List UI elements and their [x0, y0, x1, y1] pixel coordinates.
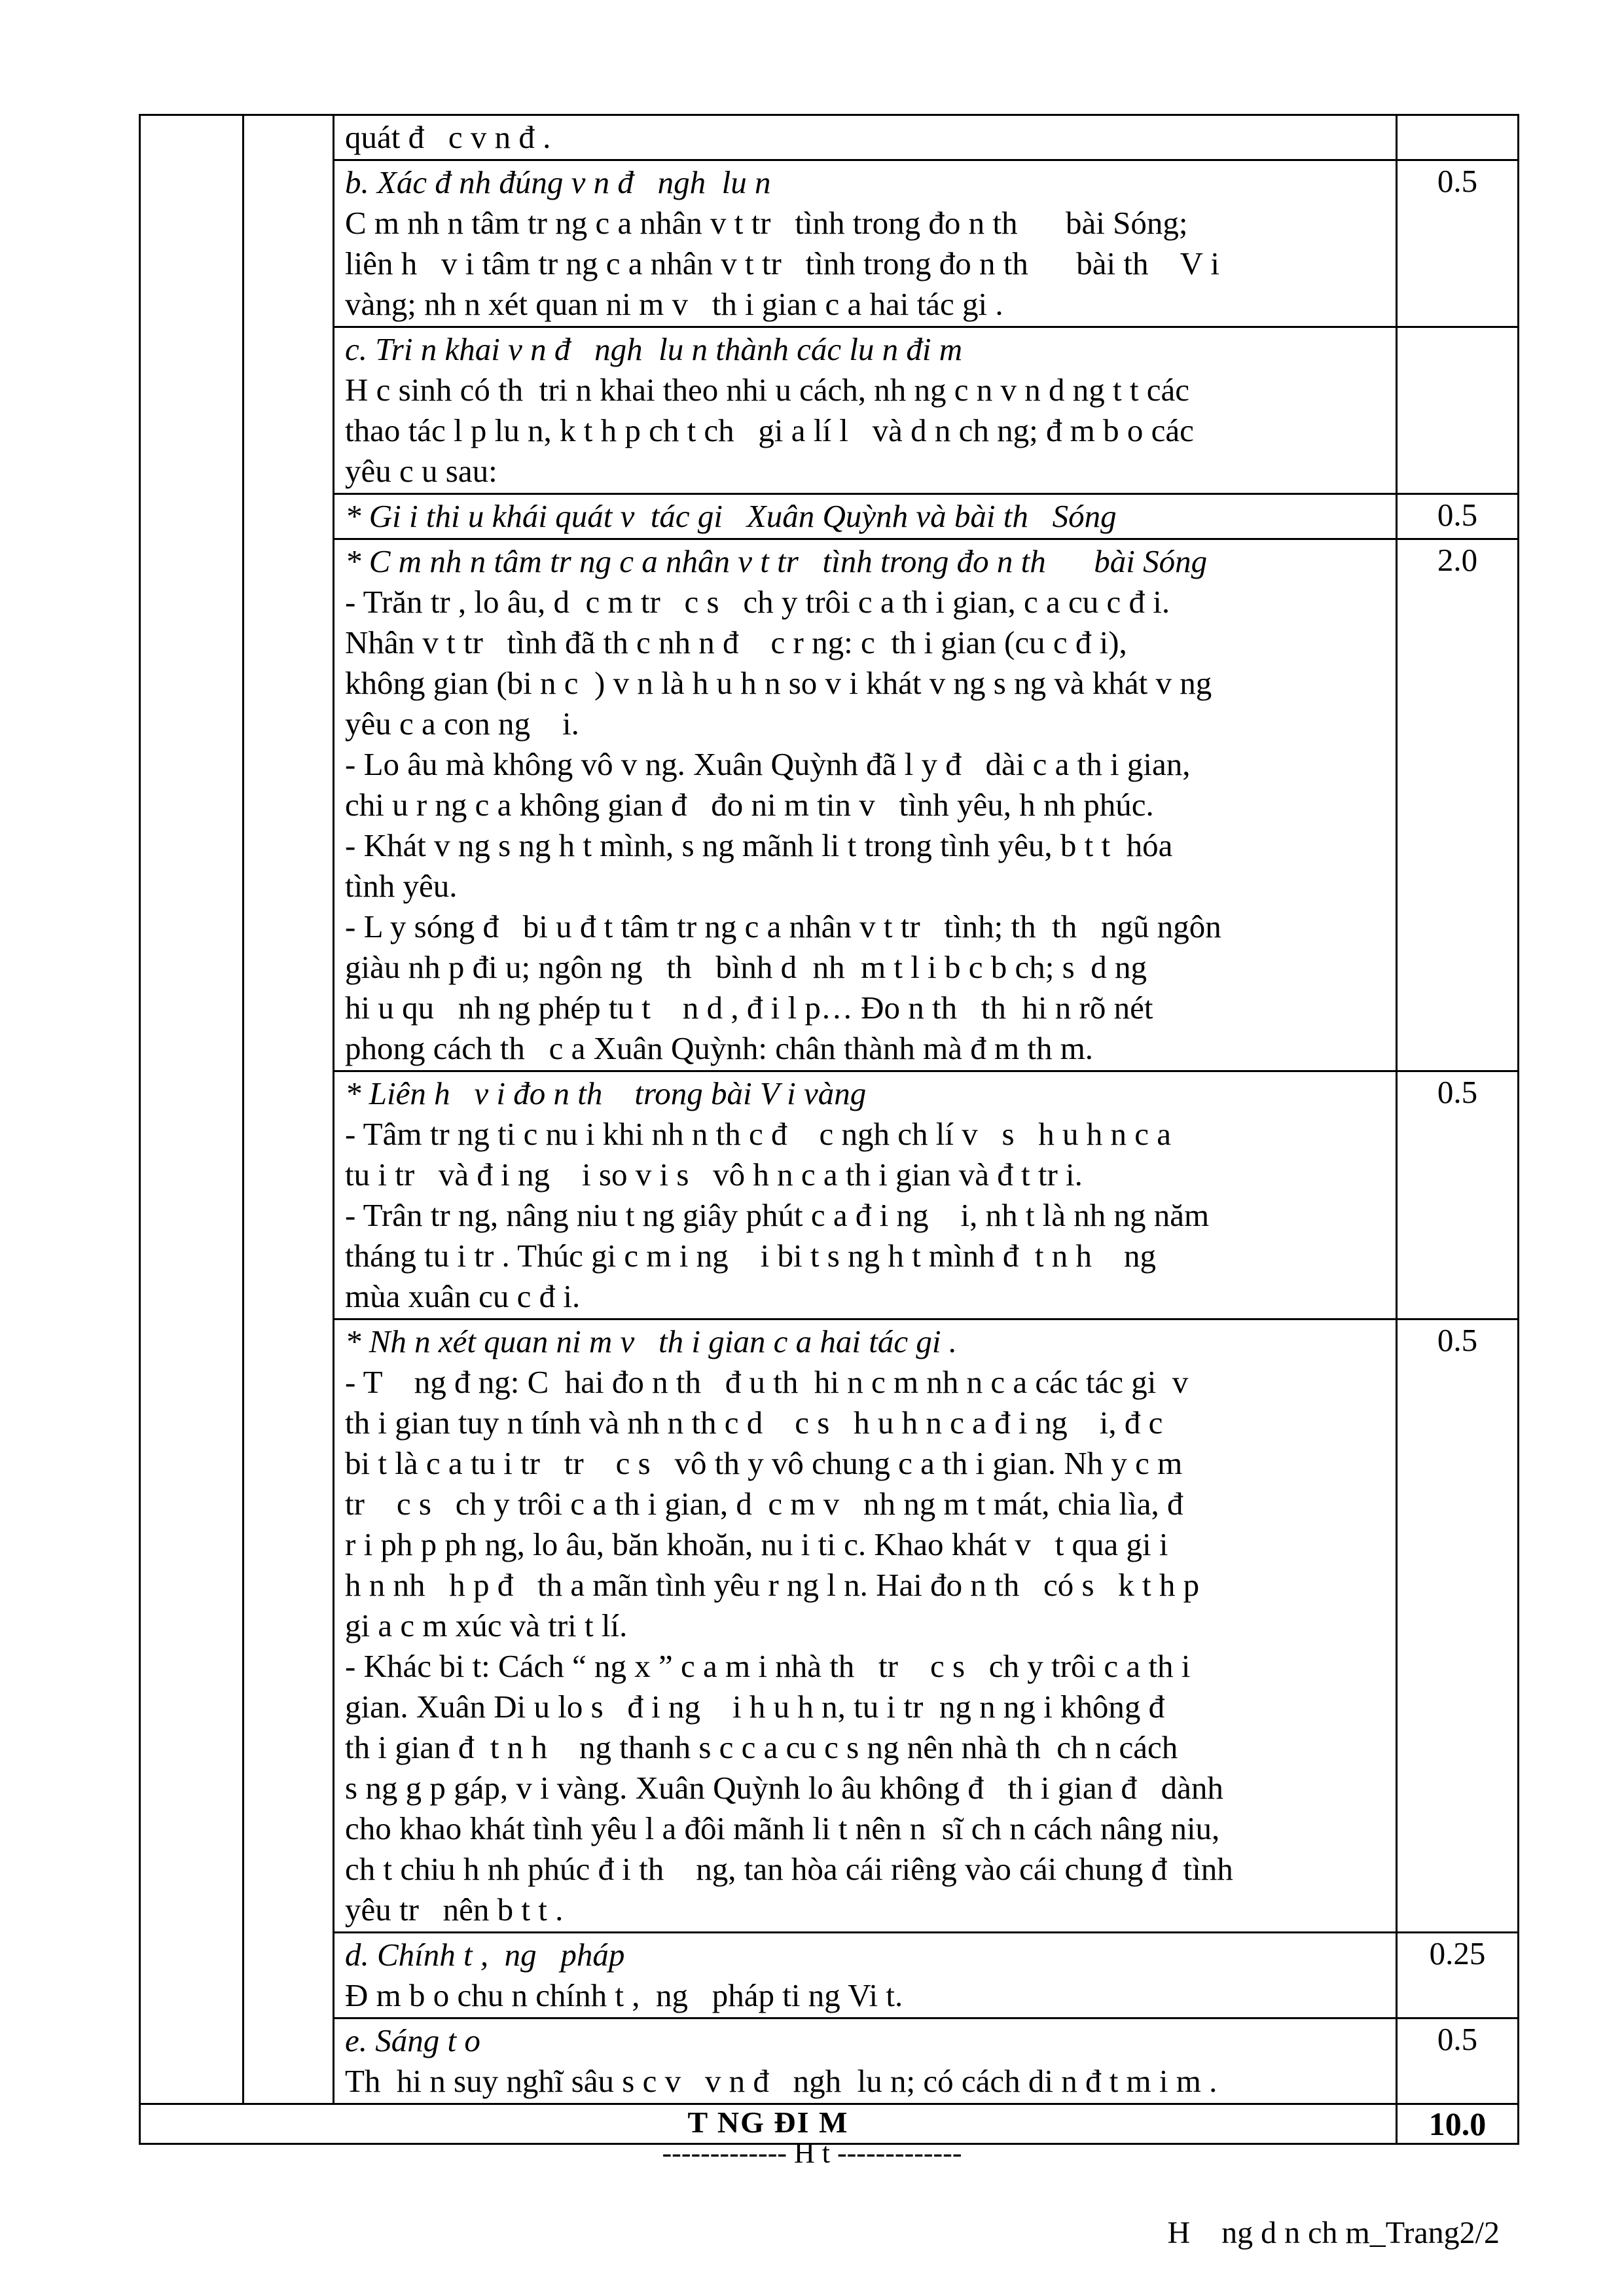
criterion-line: gian. Xuân Di u lo s đ i ng i h u h n, tu i tr ng n ng i không đ: [345, 1689, 1165, 1725]
criterion-line: giàu nh p đi u; ngôn ng th bình d nh m t l i b c b ch; s d ng: [345, 949, 1147, 985]
criterion-line: bi t là c a tu i tr tr c s vô th y vô chung c a th i gian. Nh y c m: [345, 1445, 1183, 1481]
criterion-line: yêu tr nên b t t .: [345, 1892, 564, 1928]
scoring-table-body: [140, 115, 1519, 2104]
criterion-heading: d. Chính t , ng pháp: [345, 1937, 625, 1973]
criterion-line: - Lo âu mà không vô v ng. Xuân Quỳnh đã l y đ dài c a th i gian,: [345, 746, 1191, 782]
part-column: [244, 115, 334, 2104]
criterion-score: 0.25: [1397, 1933, 1519, 2018]
criterion-content: [334, 160, 1397, 327]
page-footer: H ng d n ch m_Trang2/2: [1167, 2215, 1500, 2250]
criterion-row: [140, 1933, 1519, 2018]
criterion-heading: * Liên h v i đo n th trong bài V i vàng: [345, 1075, 867, 1111]
criterion-score: 0.5: [1397, 1071, 1519, 1319]
criterion-line: th i gian đ t n h ng thanh s c c a cu c s ng nên nhà th ch n cách: [345, 1729, 1178, 1765]
criterion-line: - L y sóng đ bi u đ t tâm tr ng c a nhân v t tr tình; th th ngũ ngôn: [345, 908, 1221, 944]
criterion-line: H c sinh có th tri n khai theo nhi u cách, nh ng c n v n d ng t t các: [345, 372, 1190, 408]
criterion-line: r i ph p ph ng, lo âu, băn khoăn, nu i ti c. Khao khát v t qua gi i: [345, 1526, 1168, 1562]
criterion-content: [334, 1933, 1397, 2018]
criterion-line: cho khao khát tình yêu l a đôi mãnh li t nên n sĩ ch n cách nâng niu,: [345, 1810, 1220, 1846]
criterion-line: phong cách th c a Xuân Quỳnh: chân thành mà đ m th m.: [345, 1030, 1094, 1066]
criterion-line: quát đ c v n đ .: [345, 119, 551, 155]
criterion-row: [140, 327, 1519, 494]
criterion-row: [140, 1071, 1519, 1319]
criterion-line: - Trăn tr , lo âu, d c m tr c s ch y trôi c a th i gian, c a cu c đ i.: [345, 584, 1170, 620]
criterion-content: [334, 115, 1397, 160]
section-column: [140, 115, 244, 2104]
criterion-line: C m nh n tâm tr ng c a nhân v t tr tình trong đo n th bài Sóng;: [345, 205, 1188, 241]
end-marker: ------------- H t -------------: [662, 2137, 962, 2169]
criterion-line: tr c s ch y trôi c a th i gian, d c m v nh ng m t mát, chia lìa, đ: [345, 1486, 1183, 1522]
criterion-row: [140, 2018, 1519, 2104]
scoring-table: [139, 114, 1519, 2145]
criterion-heading: * C m nh n tâm tr ng c a nhân v t tr tình trong đo n th bài Sóng: [345, 543, 1208, 579]
criterion-line: tu i tr và đ i ng i so v i s vô h n c a th i gian và đ t tr i.: [345, 1157, 1083, 1193]
criterion-heading: b. Xác đ nh đúng v n đ ngh lu n: [345, 164, 771, 200]
criterion-score: 2.0: [1397, 539, 1519, 1071]
criterion-line: - T ng đ ng: C hai đo n th đ u th hi n c m nh n c a các tác gi v: [345, 1364, 1189, 1400]
criterion-line: gi a c m xúc và tri t lí.: [345, 1607, 628, 1643]
criterion-line: - Tâm tr ng ti c nu i khi nh n th c đ c ngh ch lí v s h u h n c a: [345, 1116, 1172, 1152]
criterion-line: không gian (bi n c ) v n là h u h n so v i khát v ng s ng và khát v ng: [345, 665, 1212, 701]
criterion-line: - Trân tr ng, nâng niu t ng giây phút c a đ i ng i, nh t là nh ng năm: [345, 1197, 1210, 1233]
criterion-score: 0.5: [1397, 160, 1519, 327]
criterion-content: [334, 327, 1397, 494]
total-label: T NG ĐI M: [140, 2104, 1397, 2144]
criterion-content: [334, 2018, 1397, 2104]
criterion-content: [334, 539, 1397, 1071]
criterion-line: tháng tu i tr . Thúc gi c m i ng i bi t s ng h t mình đ t n h ng: [345, 1238, 1157, 1274]
criterion-row: [140, 1319, 1519, 1933]
criterion-line: vàng; nh n xét quan ni m v th i gian c a hai tác gi .: [345, 286, 1003, 322]
criterion-line: - Khác bi t: Cách “ ng x ” c a m i nhà th tr c s ch y trôi c a th i: [345, 1648, 1191, 1684]
criterion-line: - Khát v ng s ng h t mình, s ng mãnh li t trong tình yêu, b t t hóa: [345, 827, 1173, 863]
criterion-row: [140, 494, 1519, 539]
criterion-line: hi u qu nh ng phép tu t n d , đ i l p… Đo n th th hi n rõ nét: [345, 990, 1153, 1026]
criterion-score: [1397, 327, 1519, 494]
total-score: 10.0: [1397, 2104, 1519, 2144]
criterion-heading: e. Sáng t o: [345, 2022, 480, 2058]
criterion-content: [334, 1071, 1397, 1319]
criterion-line: liên h v i tâm tr ng c a nhân v t tr tình trong đo n th bài th V i: [345, 245, 1220, 281]
criterion-row: [140, 115, 1519, 160]
criterion-score: [1397, 115, 1519, 160]
criterion-score: 0.5: [1397, 1319, 1519, 1933]
criterion-line: Th hi n suy nghĩ sâu s c v v n đ ngh lu n; có cách di n đ t m i m .: [345, 2063, 1218, 2099]
criterion-line: yêu c u sau:: [345, 453, 497, 489]
criterion-line: h n nh h p đ th a mãn tình yêu r ng l n. Hai đo n th có s k t h p: [345, 1567, 1200, 1603]
criterion-heading: c. Tri n khai v n đ ngh lu n thành các lu n đi m: [345, 331, 963, 367]
criterion-line: tình yêu.: [345, 868, 458, 904]
criterion-line: th i gian tuy n tính và nh n th c d c s h u h n c a đ i ng i, đ c: [345, 1405, 1163, 1441]
criterion-line: chi u r ng c a không gian đ đo ni m tin v tình yêu, h nh phúc.: [345, 787, 1154, 823]
criterion-heading: * Gi i thi u khái quát v tác gi Xuân Quỳnh và bài th Sóng: [345, 498, 1117, 534]
criterion-content: [334, 494, 1397, 539]
criterion-line: Đ m b o chu n chính t , ng pháp ti ng Vi t.: [345, 1977, 903, 2013]
criterion-line: s ng g p gáp, v i vàng. Xuân Quỳnh lo âu không đ th i gian đ dành: [345, 1770, 1223, 1806]
criterion-score: 0.5: [1397, 2018, 1519, 2104]
criterion-score: 0.5: [1397, 494, 1519, 539]
criterion-line: yêu c a con ng i.: [345, 706, 579, 742]
criterion-line: Nhân v t tr tình đã th c nh n đ c r ng: c th i gian (cu c đ i),: [345, 624, 1127, 660]
criterion-row: [140, 160, 1519, 327]
criterion-content: [334, 1319, 1397, 1933]
criterion-heading: * Nh n xét quan ni m v th i gian c a hai tác gi .: [345, 1323, 957, 1359]
criterion-line: thao tác l p lu n, k t h p ch t ch gi a lí l và d n ch ng; đ m b o các: [345, 412, 1194, 448]
criterion-row: [140, 539, 1519, 1071]
criterion-line: mùa xuân cu c đ i.: [345, 1278, 581, 1314]
criterion-line: ch t chiu h nh phúc đ i th ng, tan hòa cái riêng vào cái chung đ tình: [345, 1851, 1233, 1887]
